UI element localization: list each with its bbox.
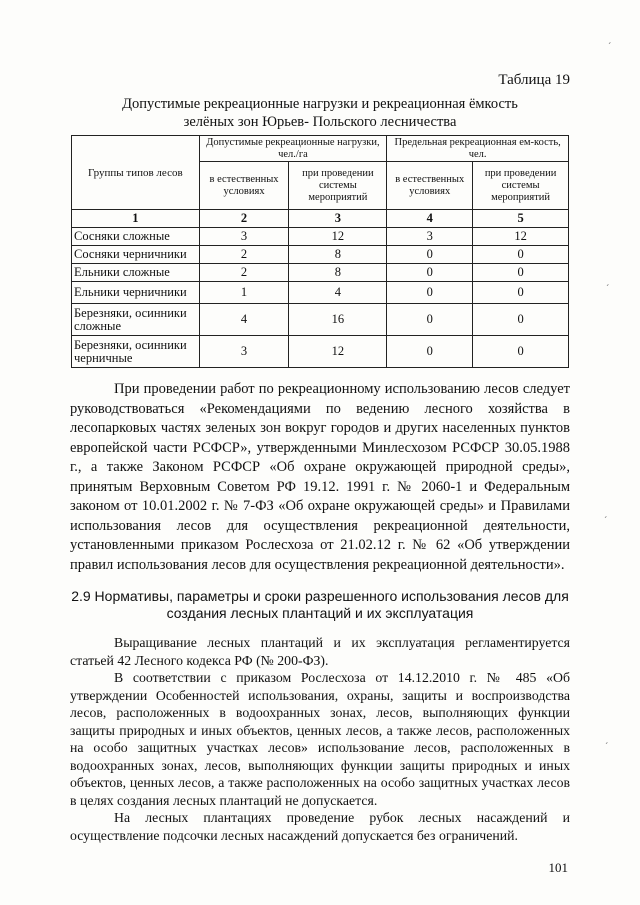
paragraph-recreation-rules — [70, 380, 570, 575]
cell: 1 — [199, 282, 289, 304]
paragraph-4: На лесных плантациях проведение рубок лесных насаждений и осуществление подсочки лесных насаждений допускается без ограничений. — [70, 810, 570, 843]
col-number: 5 — [473, 210, 569, 228]
cell: 8 — [289, 264, 387, 282]
section-body — [70, 634, 570, 844]
subheader-natural-capacity: в естественных условиях — [387, 162, 473, 210]
cell: 8 — [289, 246, 387, 264]
cell: 0 — [387, 336, 473, 368]
recreation-load-table — [71, 135, 569, 368]
page-number: 101 — [548, 860, 568, 875]
cell: 0 — [387, 304, 473, 336]
row-name: Березняки, осинники черничные — [72, 336, 200, 368]
row-name: Сосняки сложные — [72, 228, 200, 246]
row-name: Ельники черничники — [72, 282, 200, 304]
table-row — [72, 228, 569, 246]
cell: 2 — [199, 246, 289, 264]
row-name: Березняки, осинники сложные — [72, 304, 200, 336]
col-number: 4 — [387, 210, 473, 228]
scan-mark: ´ — [608, 42, 612, 53]
cell: 0 — [473, 282, 569, 304]
caption-line-2: зелёных зон Юрьев- Польского лесничества — [183, 114, 457, 130]
header-recreation-capacity: Предельная рекреационная ем-кость, чел. — [387, 136, 569, 162]
cell: 3 — [199, 228, 289, 246]
cell: 0 — [473, 246, 569, 264]
cell: 0 — [473, 304, 569, 336]
cell: 12 — [473, 228, 569, 246]
scan-mark: ´ — [606, 284, 610, 295]
subheader-measures-capacity: при проведении системы мероприятий — [473, 162, 569, 210]
cell: 0 — [473, 264, 569, 282]
cell: 12 — [289, 228, 387, 246]
section-title: 2.9 Нормативы, параметры и сроки разрешенного использования лесов для создания лесных плантаций и их эксплуатация — [71, 588, 569, 621]
table-row — [72, 282, 569, 304]
paragraph-2: Выращивание лесных плантаций и их эксплуатация регламентируется статьей 42 Лесного кодекса РФ (№ 200-ФЗ). — [70, 635, 570, 668]
col-number: 2 — [199, 210, 289, 228]
subheader-measures-load: при проведении системы мероприятий — [289, 162, 387, 210]
cell: 0 — [473, 336, 569, 368]
row-name: Сосняки черничники — [72, 246, 200, 264]
table-row — [72, 304, 569, 336]
cell: 3 — [387, 228, 473, 246]
header-forest-groups: Группы типов лесов — [72, 136, 200, 210]
cell: 4 — [199, 304, 289, 336]
paragraph-1: При проведении работ по рекреационному использованию лесов следует руководствоваться «Рекомендациями по ведению лесного хозяйства в лесопарковых частях зеленых зон вокруг городов и других населенных пунктов европейской части РСФСР», утвержденными Минлесхозом РСФСР 30.05.1988 г., а также Законом РСФСР «Об охране окружающей природной среды», принятым Верховным Советом РФ 19.12. 1991 г. № 2060-1 и Федеральным законом от 10.01.2002 г. № 7-ФЗ «Об охране окружающей среды» и Правилами использования лесов для осуществления рекреационной деятельности, установленными приказом Рослесхоза от 21.02.12 г. № 62 «Об утверждении правил использования лесов для осуществления рекреационной деятельности». — [70, 381, 570, 573]
table-row — [72, 336, 569, 368]
cell: 3 — [199, 336, 289, 368]
paragraph-3: В соответствии с приказом Рослесхоза от 14.12.2010 г. № 485 «Об утверждении Особенностей использования, охраны, защиты и воспроизводства лесов, расположенных в водоохранных зонах, лесов, выполняющих функции защиты природных и иных объектов, ценных лесов, а также лесов, расположенных на особо защитных участках лесов» использование лесов, расположенных в водоохранных зонах, лесов, выполняющих функции защиты природных и иных объектов, ценных лесов, а также расположенных на особо защитных участках лесов в целях создания лесных плантаций не допускается. — [70, 670, 570, 808]
col-number: 3 — [289, 210, 387, 228]
cell: 0 — [387, 246, 473, 264]
cell: 12 — [289, 336, 387, 368]
table-row — [72, 264, 569, 282]
cell: 16 — [289, 304, 387, 336]
table-number: Таблица 19 — [498, 72, 570, 88]
caption-line-1: Допустимые рекреационные нагрузки и рекреационная ёмкость — [122, 96, 518, 112]
cell: 0 — [387, 264, 473, 282]
table-row — [72, 246, 569, 264]
header-recreation-load: Допустимые рекреационные нагрузки, чел./га — [199, 136, 387, 162]
cell: 0 — [387, 282, 473, 304]
subheader-natural-load: в естественных условиях — [199, 162, 289, 210]
cell: 2 — [199, 264, 289, 282]
scan-mark: ´ — [604, 516, 608, 527]
row-name: Ельники сложные — [72, 264, 200, 282]
scan-mark: ´ — [605, 742, 609, 753]
cell: 4 — [289, 282, 387, 304]
table-caption — [70, 95, 570, 131]
col-number: 1 — [72, 210, 200, 228]
